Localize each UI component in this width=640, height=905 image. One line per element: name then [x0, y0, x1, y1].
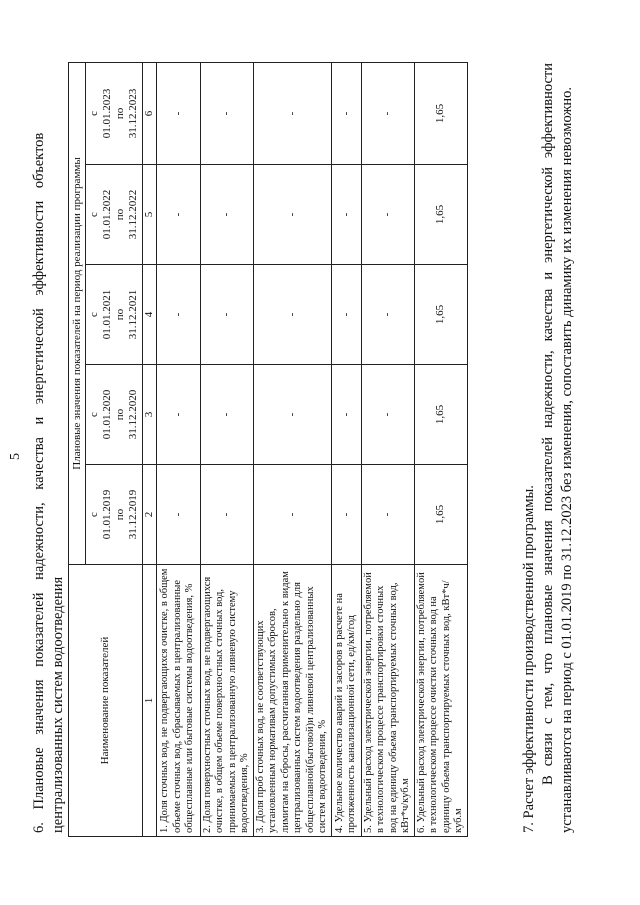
indicator-value: - [253, 465, 331, 565]
indicator-value: - [361, 265, 414, 365]
period-to: по [114, 107, 126, 120]
indicator-value: - [253, 62, 331, 164]
period-end: 31.12.2021 [127, 289, 139, 340]
period-from: с [88, 512, 100, 517]
column-number-2: 2 [143, 465, 157, 565]
column-number-row [143, 62, 157, 836]
page-number: 5 [8, 453, 23, 460]
heading-line-2: централизованных систем водоотведения [50, 576, 66, 833]
indicator-value: - [361, 62, 414, 164]
indicator-value: - [361, 465, 414, 565]
table-row [156, 62, 200, 836]
period-from: с [88, 212, 100, 217]
indicators-table [68, 62, 468, 837]
indicator-name: 5. Удельный расход электрической энергии, потребляемой в технологическом процессе транспортировки сточных вод на единицу объема транспортируемых сточных вод, кВт*ч/куб.м [361, 565, 414, 837]
indicator-name: 4. Удельное количество аварий и засоров в расчете на протяженность канализационной сети, ед/км/год [331, 565, 361, 837]
section-7-title: 7. Расчет эффективности производственной программы. [521, 485, 537, 833]
period-end: 31.12.2023 [127, 88, 139, 139]
indicator-value: - [200, 465, 253, 565]
period-header-5 [86, 62, 143, 164]
table-row [414, 62, 467, 836]
period-end: 31.12.2020 [127, 389, 139, 440]
period-start: 01.01.2023 [101, 88, 113, 139]
indicator-value: - [156, 365, 200, 465]
period-header-4 [86, 165, 143, 265]
period-to: по [114, 508, 126, 521]
period-start: 01.01.2019 [101, 489, 113, 540]
period-end: 31.12.2019 [127, 489, 139, 540]
indicator-value: - [156, 62, 200, 164]
column-number-3: 3 [143, 365, 157, 465]
column-number-6: 6 [143, 62, 157, 164]
indicator-value: - [331, 265, 361, 365]
indicator-value: 1,65 [414, 62, 467, 164]
indicator-value: - [200, 165, 253, 265]
indicator-value: - [200, 62, 253, 164]
indicator-value: - [200, 365, 253, 465]
period-to: по [114, 408, 126, 421]
table-row [253, 62, 331, 836]
indicator-value: - [253, 265, 331, 365]
indicator-value: - [156, 465, 200, 565]
period-from: с [88, 111, 100, 116]
planned-values-header: Плановые значения показателей на период реализации программы [69, 62, 86, 564]
table-row [361, 62, 414, 836]
section-7 [520, 63, 577, 833]
indicator-name: 3. Доля проб сточных вод, не соответствующих установленным нормативам допустимых сбросов, лимитам на сбросы, рассчитанная применительно к видам централизованных систем водоотведения раздельно для общесплавной(бытовой)и ливневой централизованных систем водоотведения, % [253, 565, 331, 837]
indicator-value: 1,65 [414, 465, 467, 565]
indicator-value: - [156, 265, 200, 365]
period-start: 01.01.2020 [101, 389, 113, 440]
period-from: с [88, 412, 100, 417]
indicator-value: - [156, 165, 200, 265]
table-row [331, 62, 361, 836]
period-from: с [88, 312, 100, 317]
indicator-value: - [253, 165, 331, 265]
indicator-value: - [331, 62, 361, 164]
indicator-name: 1. Доля сточных вод, не подвергающихся очистке, в общем объеме сточных вод, сбрасываемых в централизованные общесплавные или бытовые системы водоотведения, % [156, 565, 200, 837]
column-number-1: 1 [143, 565, 157, 837]
period-header-2 [86, 365, 143, 465]
indicator-value: 1,65 [414, 165, 467, 265]
period-header-1 [86, 465, 143, 565]
heading-line-1: 6. Плановые значения показателей надежности, качества и энергетической эффективности объектов [31, 132, 47, 833]
indicator-value: - [331, 365, 361, 465]
indicator-value: - [331, 165, 361, 265]
indicator-value: 1,65 [414, 365, 467, 465]
indicator-value: - [253, 365, 331, 465]
period-to: по [114, 308, 126, 321]
section-6-heading [30, 63, 68, 833]
table-row [200, 62, 253, 836]
indicator-rows [156, 62, 467, 836]
column-number-5: 5 [143, 165, 157, 265]
indicator-value: - [331, 465, 361, 565]
period-header-3 [86, 265, 143, 365]
indicator-value: - [200, 265, 253, 365]
indicator-value: - [361, 365, 414, 465]
period-start: 01.01.2021 [101, 289, 113, 340]
period-to: по [114, 208, 126, 221]
indicator-value: 1,65 [414, 265, 467, 365]
indicator-name-header: Наименование показателей [69, 565, 143, 837]
section-7-paragraph: В связи с тем, что плановые значения показателей надежности, качества и энергетической эффективности устанавливаются на период с 01.01.2019 по 31.12.2023 без изменения, сопоставить динамику их изменения невозможно. [540, 63, 575, 833]
indicator-name: 2. Доля поверхностных сточных вод, не подвергающихся очистке, в общем объеме поверхностных сточных вод, принимаемых в централизованную ливневую систему водоотведения, % [200, 565, 253, 837]
period-start: 01.01.2022 [101, 189, 113, 240]
period-end: 31.12.2022 [127, 189, 139, 240]
indicator-name: 6. Удельный расход электрической энергии, потребляемой в технологическом процессе очистки сточных вод на единицу объема транспортируемых сточных вод, кВт*ч/куб.м [414, 565, 467, 837]
indicator-value: - [361, 165, 414, 265]
column-number-4: 4 [143, 265, 157, 365]
